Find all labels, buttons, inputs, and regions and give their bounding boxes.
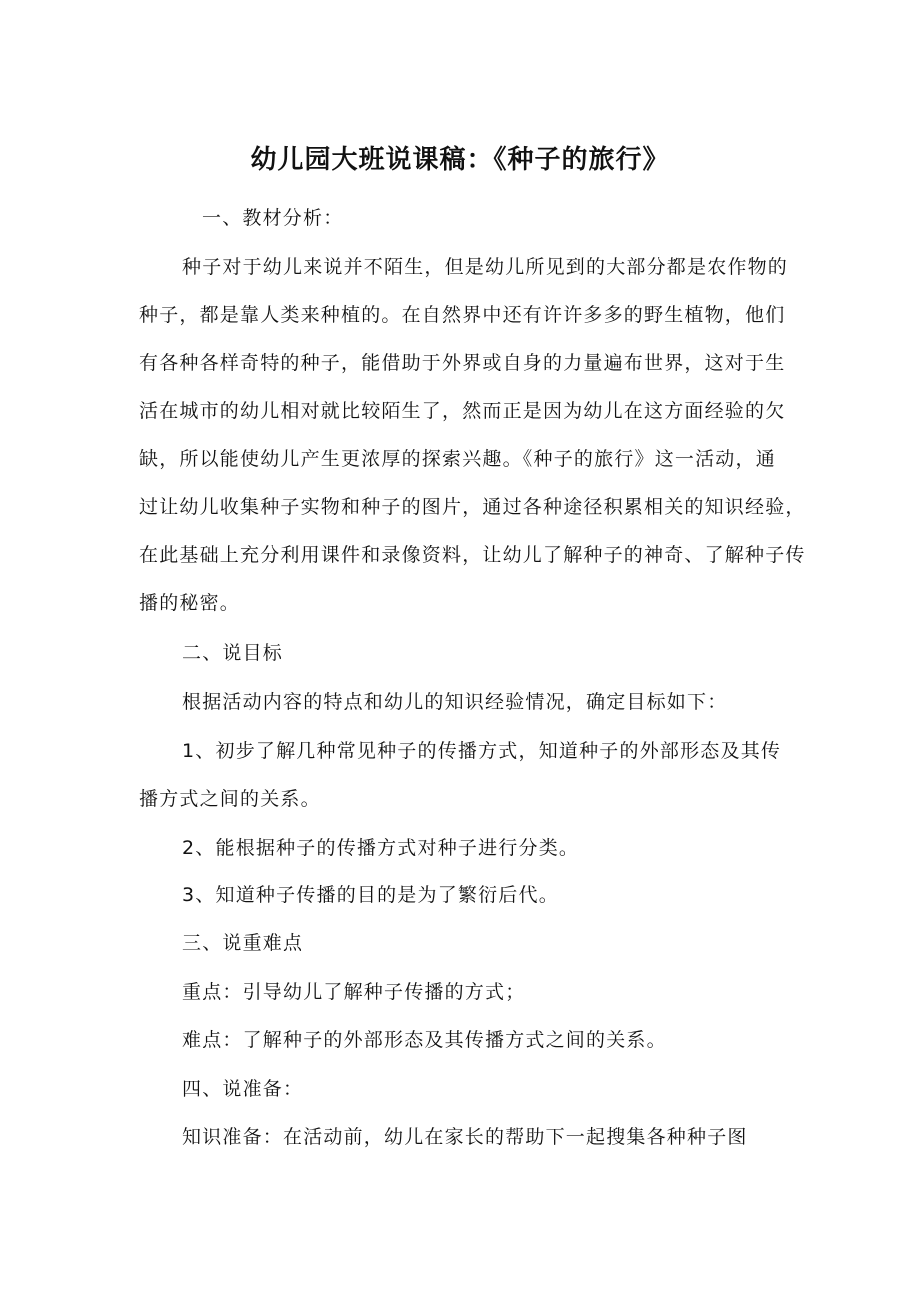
- goal-item: 1、初步了解几种常见种子的传播方式，知道种子的外部形态及其传: [182, 740, 782, 762]
- goal-item-continuation: 播方式之间的关系。: [139, 788, 321, 810]
- section-heading-textbook-analysis: 一、教材分析：: [202, 207, 344, 229]
- difficulty-point: 难点：了解种子的外部形态及其传播方式之间的关系。: [182, 1029, 667, 1051]
- paragraph-line: 过让幼儿收集种子实物和种子的图片，通过各种途径积累相关的知识经验，: [139, 496, 806, 518]
- paragraph-line: 缺，所以能使幼儿产生更浓厚的探索兴趣。《种子的旅行》这一活动，通: [139, 448, 776, 470]
- paragraph-line: 种子，都是靠人类来种植的。在自然界中还有许许多多的野生植物，他们: [139, 304, 786, 326]
- section-heading-key-points: 三、说重难点: [182, 932, 304, 954]
- objectives-intro: 根据活动内容的特点和幼儿的知识经验情况，确定目标如下：: [182, 691, 728, 713]
- document-title: 幼儿园大班说课稿：《种子的旅行》: [250, 145, 670, 175]
- paragraph-line: 播的秘密。: [139, 592, 241, 614]
- key-point: 重点：引导幼儿了解种子传播的方式；: [182, 981, 526, 1003]
- paragraph-line: 在此基础上充分利用课件和录像资料，让幼儿了解种子的神奇、了解种子传: [139, 544, 806, 566]
- knowledge-preparation: 知识准备：在活动前，幼儿在家长的帮助下一起搜集各种种子图: [182, 1126, 748, 1148]
- paragraph-line: 活在城市的幼儿相对就比较陌生了，然而正是因为幼儿在这方面经验的欠: [139, 400, 786, 422]
- paragraph-line: 种子对于幼儿来说并不陌生，但是幼儿所见到的大部分都是农作物的: [182, 256, 789, 278]
- goal-item: 3、知道种子传播的目的是为了繁衍后代。: [182, 884, 559, 906]
- section-heading-objectives: 二、说目标: [182, 642, 284, 664]
- goal-item: 2、能根据种子的传播方式对种子进行分类。: [182, 837, 580, 859]
- section-heading-preparation: 四、说准备：: [182, 1078, 304, 1100]
- paragraph-line: 有各种各样奇特的种子，能借助于外界或自身的力量遍布世界，这对于生: [139, 352, 786, 374]
